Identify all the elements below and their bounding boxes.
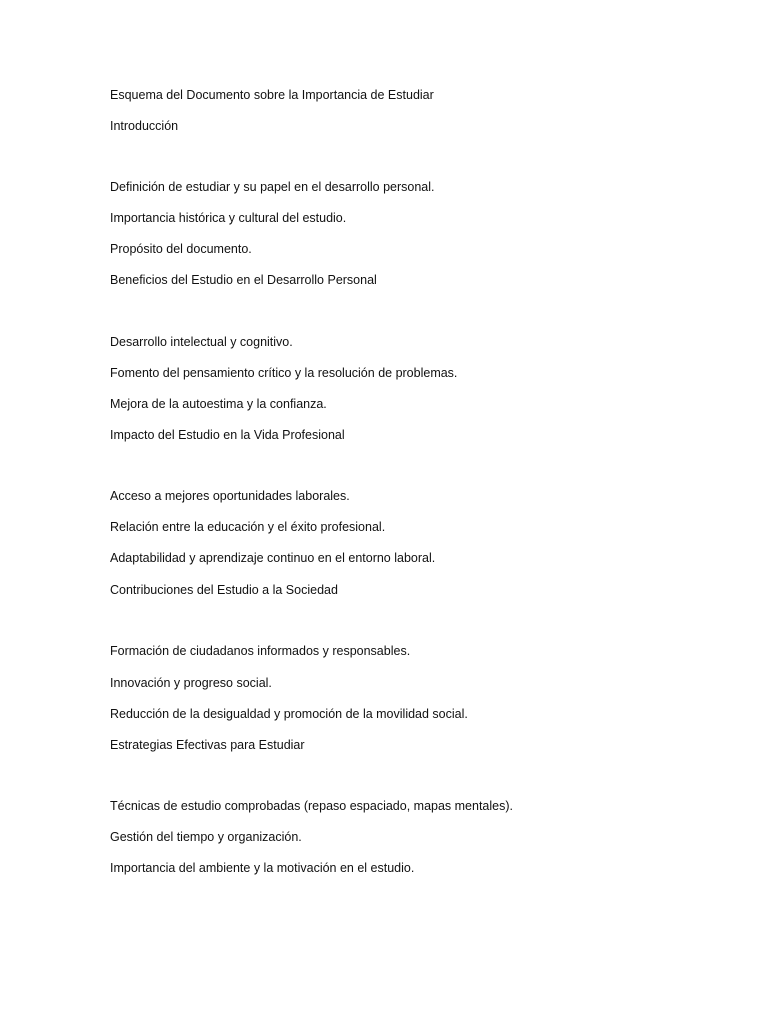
list-item: Relación entre la educación y el éxito profesional.: [110, 520, 386, 534]
section-heading-introduccion: Introducción: [110, 119, 179, 133]
list-item: Innovación y progreso social.: [110, 676, 272, 690]
list-item: Adaptabilidad y aprendizaje continuo en el entorno laboral.: [110, 551, 436, 565]
list-item: Fomento del pensamiento crítico y la resolución de problemas.: [110, 366, 458, 380]
section-heading-impacto: Impacto del Estudio en la Vida Profesional: [110, 428, 345, 442]
list-item: Desarrollo intelectual y cognitivo.: [110, 335, 293, 349]
section-heading-contribuciones: Contribuciones del Estudio a la Sociedad: [110, 583, 338, 597]
list-item: Acceso a mejores oportunidades laborales.: [110, 489, 350, 503]
document-title: Esquema del Documento sobre la Importancia de Estudiar: [110, 88, 434, 102]
list-item: Importancia histórica y cultural del estudio.: [110, 211, 347, 225]
list-item: Importancia del ambiente y la motivación en el estudio.: [110, 861, 415, 875]
list-item: Mejora de la autoestima y la confianza.: [110, 397, 327, 411]
list-item: Definición de estudiar y su papel en el desarrollo personal.: [110, 180, 435, 194]
list-item: Técnicas de estudio comprobadas (repaso espaciado, mapas mentales).: [110, 799, 513, 813]
list-item: Propósito del documento.: [110, 242, 252, 256]
list-item: Gestión del tiempo y organización.: [110, 830, 302, 844]
section-heading-beneficios: Beneficios del Estudio en el Desarrollo Personal: [110, 273, 377, 287]
section-heading-estrategias: Estrategias Efectivas para Estudiar: [110, 738, 305, 752]
list-item: Reducción de la desigualdad y promoción de la movilidad social.: [110, 707, 468, 721]
list-item: Formación de ciudadanos informados y responsables.: [110, 644, 411, 658]
